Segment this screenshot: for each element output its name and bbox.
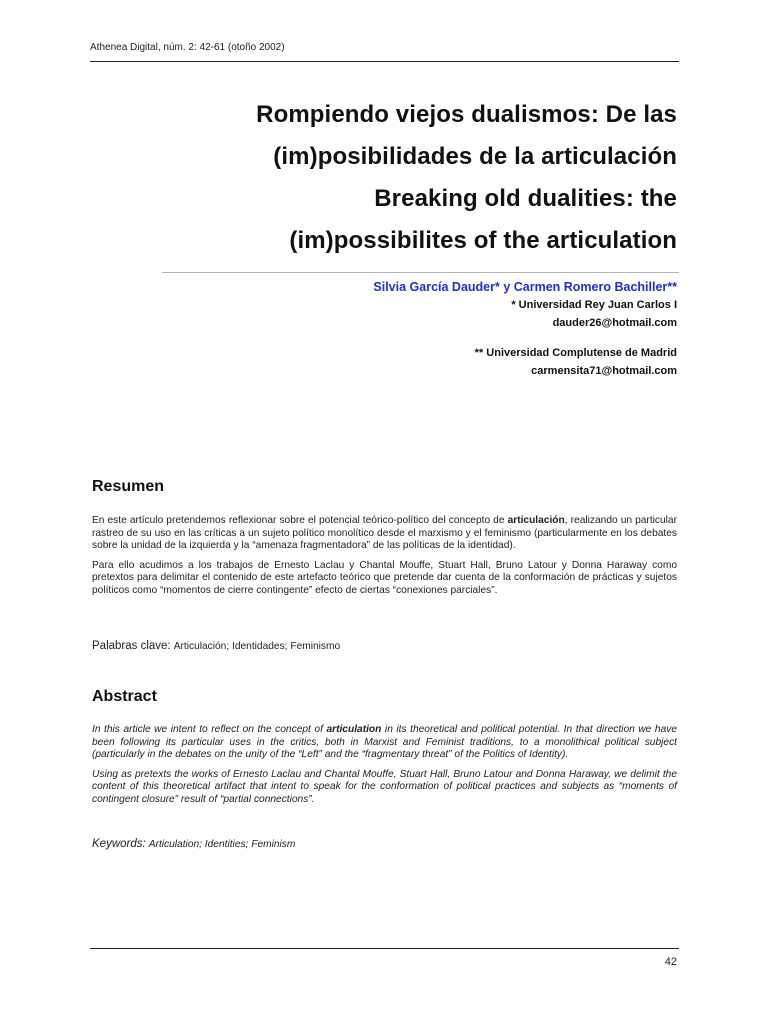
- abstract-body: [92, 724, 677, 813]
- title-line-3: Breaking old dualities: the: [374, 185, 677, 212]
- article-title: [117, 94, 677, 262]
- keywords-label-en: Keywords:: [92, 838, 146, 850]
- footer-divider: [90, 948, 679, 949]
- keywords-label: Palabras clave:: [92, 640, 171, 652]
- email-2[interactable]: carmensita71@hotmail.com: [531, 365, 677, 377]
- email-1[interactable]: dauder26@hotmail.com: [552, 317, 677, 329]
- affiliation-2: ** Universidad Complutense de Madrid: [474, 347, 677, 359]
- title-divider: [162, 272, 679, 273]
- resumen-paragraph-1: En este artículo pretendemos reflexionar sobre el potencial teórico-político del concepto de articulación, realizando un particular rastreo de su uso en las críticas a un sujeto político monolítico desde el marxismo y el feminismo (particularmente en los debates sobre la unidad de la izquierda y la “amenaza fragmentadora” de las políticas de la identidad).: [92, 515, 677, 551]
- keywords-values-en: Articulation; Identities; Feminism: [148, 839, 296, 850]
- title-line-2: (im)posibilidades de la articulación: [273, 143, 677, 170]
- header-divider: [90, 61, 679, 62]
- resumen-heading: Resumen: [92, 478, 165, 495]
- authors-block: [117, 278, 677, 380]
- abstract-paragraph-2: Using as pretexts the works of Ernesto Laclau and Chantal Mouffe, Stuart Hall, Bruno Latour and Donna Haraway, we delimit the content of this theoretical artifact that intent to speak for the conformation of political practices and subjects as “moments of contingent closure” result of “partial connections”.: [92, 768, 677, 805]
- resumen-paragraph-2: Para ello acudimos a los trabajos de Ernesto Laclau y Chantal Mouffe, Stuart Hall, Bruno Latour y Donna Haraway como pretextos para delimitar el contenido de este artefacto teórico que pretende dar cuenta de la conformación de prácticas y sujetos políticos como “momentos de cierre contingente” efecto de ciertas “conexiones parciales”.: [92, 559, 677, 596]
- abstract-heading: Abstract: [92, 688, 157, 705]
- journal-header: Athenea Digital, núm. 2: 42-61 (otoño 2002): [90, 42, 285, 53]
- affiliation-1: * Universidad Rey Juan Carlos I: [511, 299, 677, 311]
- title-line-4: (im)possibilites of the articulation: [289, 227, 677, 254]
- keywords-values: Articulación; Identidades; Feminismo: [173, 641, 341, 652]
- resumen-keywords: [92, 640, 340, 652]
- page-number: 42: [664, 956, 677, 968]
- abstract-paragraph-1: In this article we intent to reflect on the concept of articulation in its theoretical and political potential. In that direction we have been following its particular uses in the critics, both in Marxist and Feminist traditions, to a monolithical political subject (particularly in the debates on the unity of the “Left” and the “fragmentary threat” of the Politics of Identity).: [92, 724, 677, 760]
- abstract-keywords: [92, 838, 295, 850]
- author-names: Silvia García Dauder* y Carmen Romero Bachiller**: [373, 280, 677, 294]
- resumen-body: [92, 515, 677, 604]
- title-line-1: Rompiendo viejos dualismos: De las: [256, 101, 677, 128]
